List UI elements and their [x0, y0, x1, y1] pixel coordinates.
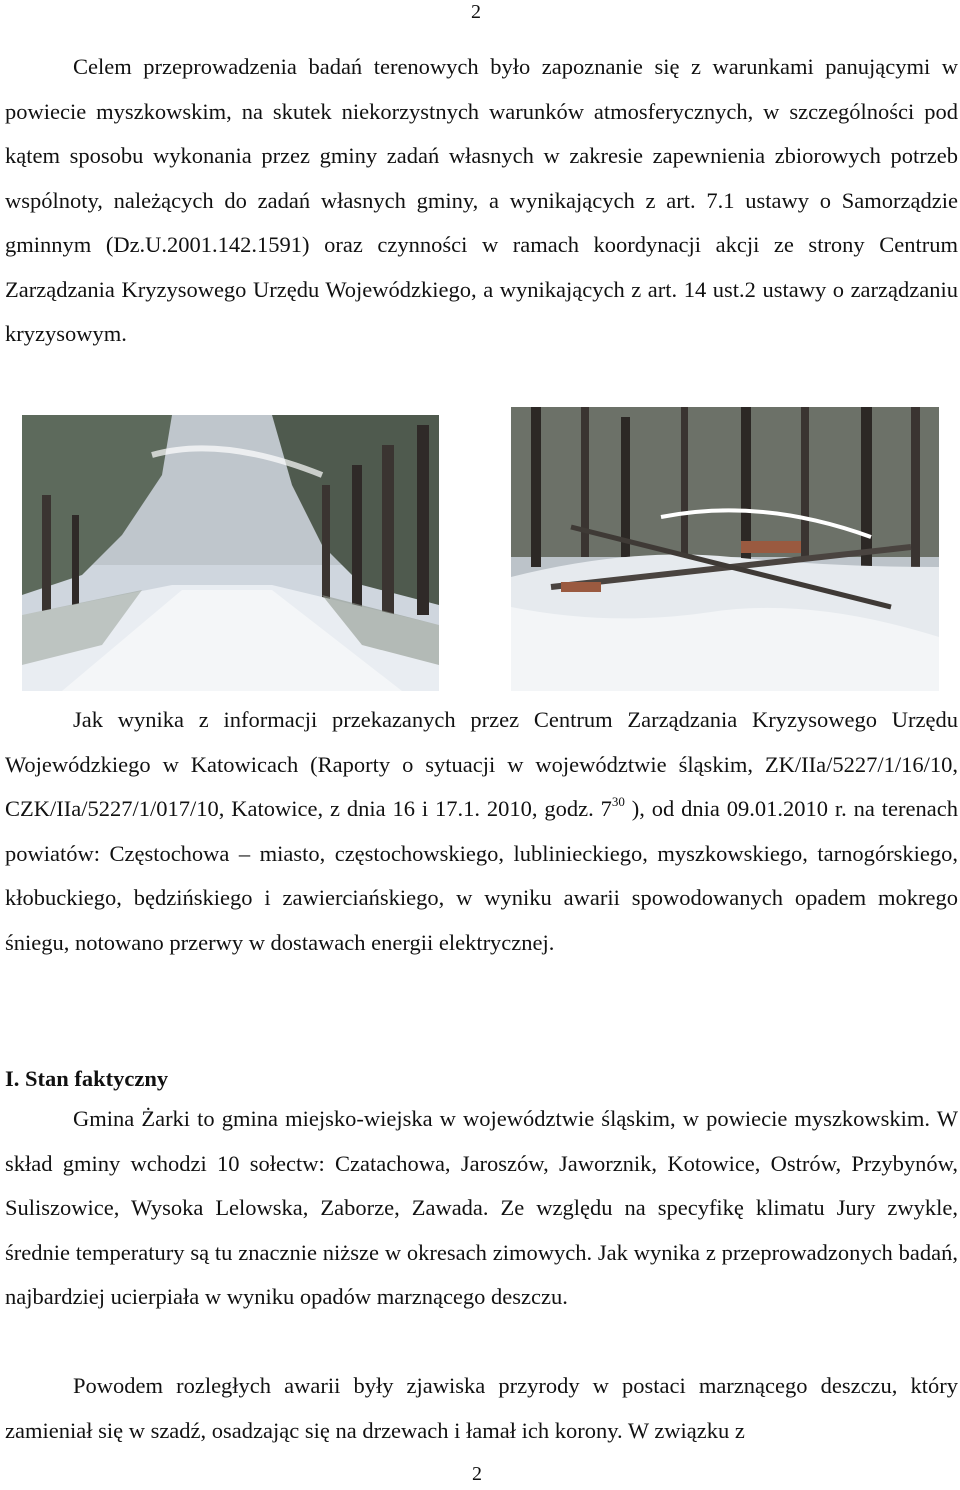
report-text-after: ), od dnia 09.01.2010 r. na terenach powiatów: Częstochowa – miasto, częstochowskiego, lublinieckiego, myszkowskiego, tarnogórskiego, kłobuckiego, będzińskiego i zawierciańskiego, w wyniku awarii spowodowanych opadem mokrego śniegu, notowano przerwy w dostawach energii elektrycznej. — [5, 796, 958, 955]
report-text-before: Jak wynika z informacji przekazanych przez Centrum Zarządzania Kryzysowego Urzędu Wojewódzkiego w Katowicach (Raporty o sytuacji w województwie śląskim, ZK/IIa/5227/1/16/10, CZK/IIa/5227/1/017/10, Katowice, z dnia 16 i 17.1. 2010, godz. 7 — [5, 707, 958, 821]
cause-paragraph — [5, 1364, 958, 1453]
time-superscript: 30 — [611, 794, 625, 809]
page-number-bottom: 2 — [472, 1463, 482, 1485]
gmina-paragraph — [5, 1097, 958, 1320]
intro-text: Celem przeprowadzenia badań terenowych było zapoznanie się z warunkami panującymi w powiecie myszkowskim, na skutek niekorzystnych warunków atmosferycznych, w szczególności pod kątem sposobu wykonania przez gminy zadań własnych w zakresie zapewnienia zbiorowych potrzeb wspólnoty, należących do zadań własnych gminy, a wynikających z art. 7.1 ustawy o Samorządzie gminnym (Dz.U.2001.142.1591) oraz czynności w ramach koordynacji akcji ze strony Centrum Zarządzania Kryzysowego Urzędu Wojewódzkiego, a wynikających z art. 14 ust.2 ustawy o zarządzaniu kryzysowym. — [5, 54, 958, 346]
page-number-top: 2 — [471, 1, 481, 23]
gmina-text: Gmina Żarki to gmina miejsko-wiejska w województwie śląskim, w powiecie myszkowskim. W skład gminy wchodzi 10 sołectw: Czatachowa, Jaroszów, Jaworznik, Kotowice, Ostrów, Przybynów, Suliszowice, Wysoka Lelowska, Zaborze, Zawada. Ze względu na specyfikę klimatu Jury zwykle, średnie temperatury są tu znacznie niższe w okresach zimowych. Jak wynika z przeprowadzonych badań, najbardziej ucierpiała w wyniku opadów marznącego deszczu. — [5, 1106, 958, 1309]
photo-snowy-forest-road — [22, 415, 439, 691]
section-heading: I. Stan faktyczny — [5, 1066, 169, 1091]
photo-fallen-trees-snow — [511, 407, 939, 691]
cause-text: Powodem rozległych awarii były zjawiska przyrody w postaci marznącego deszczu, który zamieniał się w szadź, osadzając się na drzewach i łamał ich korony. W związku z — [5, 1373, 958, 1443]
report-paragraph — [5, 698, 958, 965]
intro-paragraph — [5, 45, 958, 357]
